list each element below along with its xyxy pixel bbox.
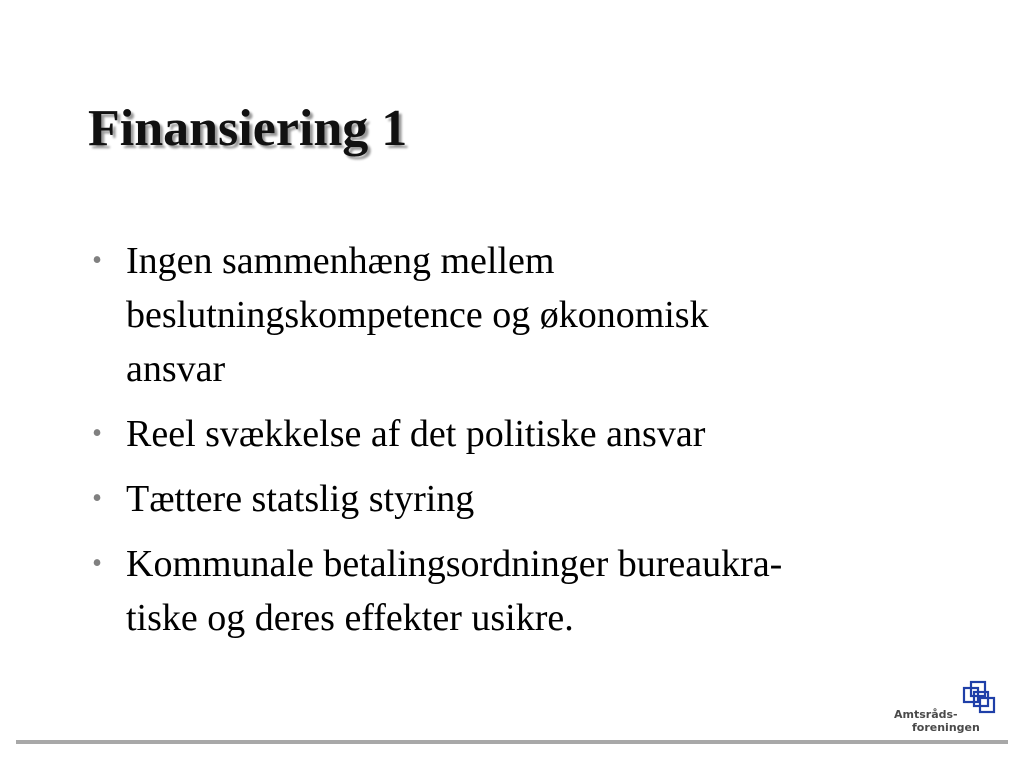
bullet-text-line: beslutningskompetence og økonomisk: [126, 294, 709, 336]
bullet-marker: •: [92, 483, 102, 514]
bullet-text-line: ansvar: [126, 348, 226, 390]
footer-divider: [16, 740, 1008, 744]
slide-title: Finansiering 1: [88, 100, 408, 157]
bullet-item: [86, 234, 946, 396]
bullet-item: [86, 537, 946, 645]
amtsraadsforeningen-logo: [894, 680, 1004, 736]
bullet-list: [86, 234, 946, 656]
bullet-text-line: tiske og deres effekter usikre.: [126, 597, 574, 639]
bullet-item: [86, 407, 946, 461]
bullet-marker: •: [92, 245, 102, 276]
bullet-marker: •: [92, 548, 102, 579]
logo-wordmark: [894, 708, 984, 734]
bullet-text-line: Ingen sammenhæng mellem: [126, 240, 555, 282]
bullet-text-line: Tættere statslig styring: [126, 478, 475, 520]
bullet-text-line: Reel svækkelse af det politiske ansvar: [126, 413, 706, 455]
bullet-text-line: Kommunale betalingsordninger bureaukra-: [126, 543, 783, 585]
bullet-marker: •: [92, 418, 102, 449]
logo-text-line: Amtsråds-: [894, 708, 958, 721]
bullet-item: [86, 472, 946, 526]
logo-text-line: foreningen: [912, 721, 980, 734]
